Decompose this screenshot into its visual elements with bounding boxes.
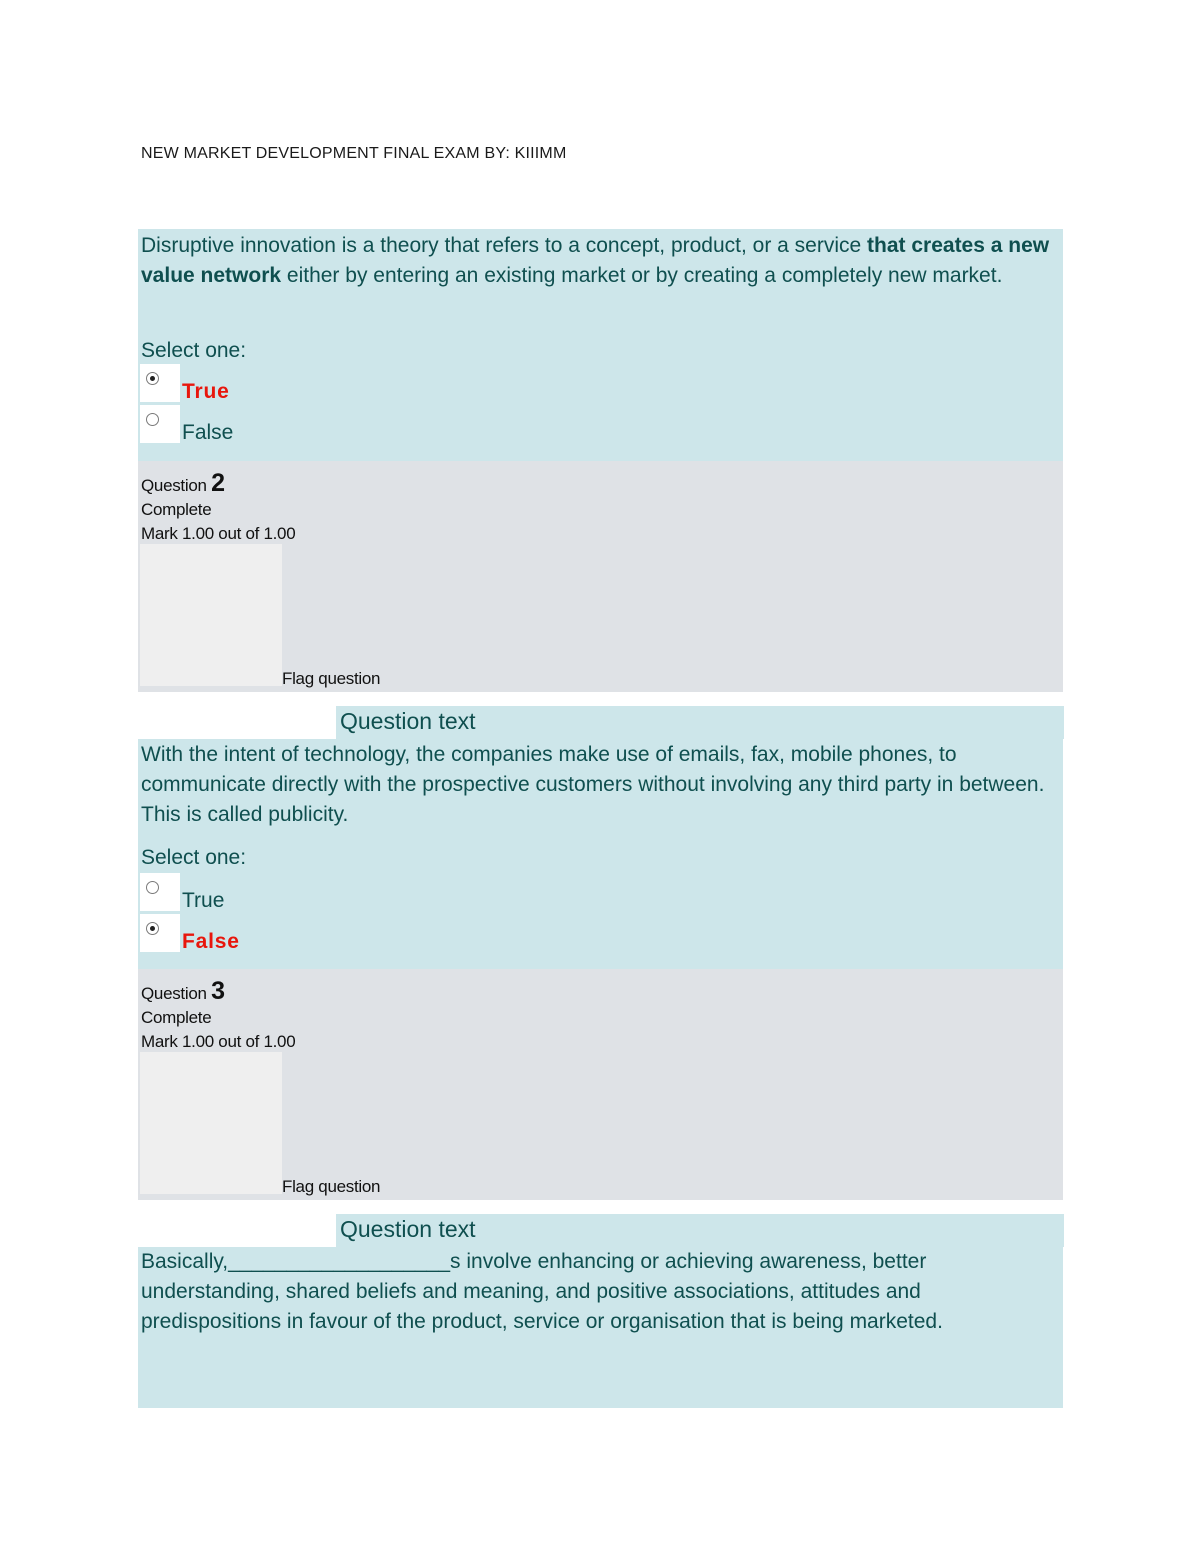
question-1-text-part: Disruptive innovation is a theory that refers to a concept, product, or a service [141, 234, 868, 257]
flag-question-link[interactable]: Flag question [282, 1177, 381, 1196]
question-1-text-part: either by entering an existing market or by creating a completely new market. [281, 264, 1003, 287]
option-label-true: True [182, 380, 230, 403]
document-title: NEW MARKET DEVELOPMENT FINAL EXAM BY: KIIIMM [141, 145, 567, 162]
question-2-heading: Question text [340, 708, 476, 734]
question-1-text [141, 231, 1059, 291]
question-3-content [138, 1247, 1063, 1408]
radio-true[interactable] [146, 372, 159, 385]
question-2-text: With the intent of technology, the companies make use of emails, fax, mobile phones, to communicate directly with the prospective customers without involving any third party in between. This is called publicity. [141, 743, 1045, 826]
option-true[interactable] [140, 873, 340, 911]
question-3-text: Basically,___________________s involve enhancing or achieving awareness, better understanding, shared beliefs and meaning, and positive associations, attitudes and predispositions in favour of the product, service or organisation that is being marketed. [141, 1250, 943, 1333]
option-false[interactable] [140, 914, 340, 952]
question-3-info [138, 969, 1063, 1200]
select-one-label: Select one: [141, 339, 247, 362]
option-true[interactable] [140, 364, 340, 402]
question-2-content [138, 739, 1063, 969]
select-one-label: Select one: [141, 846, 247, 869]
radio-cell [140, 914, 180, 952]
question-word: Question [141, 476, 207, 495]
option-label-false: False [182, 421, 234, 444]
option-label-false: False [182, 930, 240, 953]
flag-icon[interactable] [140, 544, 282, 686]
flag-question-link[interactable]: Flag question [282, 669, 381, 688]
flag-icon[interactable] [140, 1052, 282, 1194]
question-2-info [138, 461, 1063, 692]
question-3-mark: Mark 1.00 out of 1.00 [141, 1032, 296, 1051]
radio-cell [140, 405, 180, 443]
question-word: Question [141, 984, 207, 1003]
radio-cell [140, 364, 180, 402]
option-false[interactable] [140, 405, 340, 443]
question-number: 2 [211, 469, 225, 497]
question-1-text-emphasis: that creates a new value network [141, 234, 1050, 287]
question-3-status: Complete [141, 1008, 212, 1027]
radio-true[interactable] [146, 881, 159, 894]
question-2-mark: Mark 1.00 out of 1.00 [141, 524, 296, 543]
question-2-number [141, 469, 225, 498]
question-2-status: Complete [141, 500, 212, 519]
radio-false[interactable] [146, 922, 159, 935]
question-number: 3 [211, 977, 225, 1005]
option-label-true: True [182, 889, 225, 912]
radio-cell [140, 873, 180, 911]
radio-false[interactable] [146, 413, 159, 426]
question-3-number [141, 977, 225, 1006]
question-1-content [138, 229, 1063, 461]
question-3-heading: Question text [340, 1216, 476, 1242]
